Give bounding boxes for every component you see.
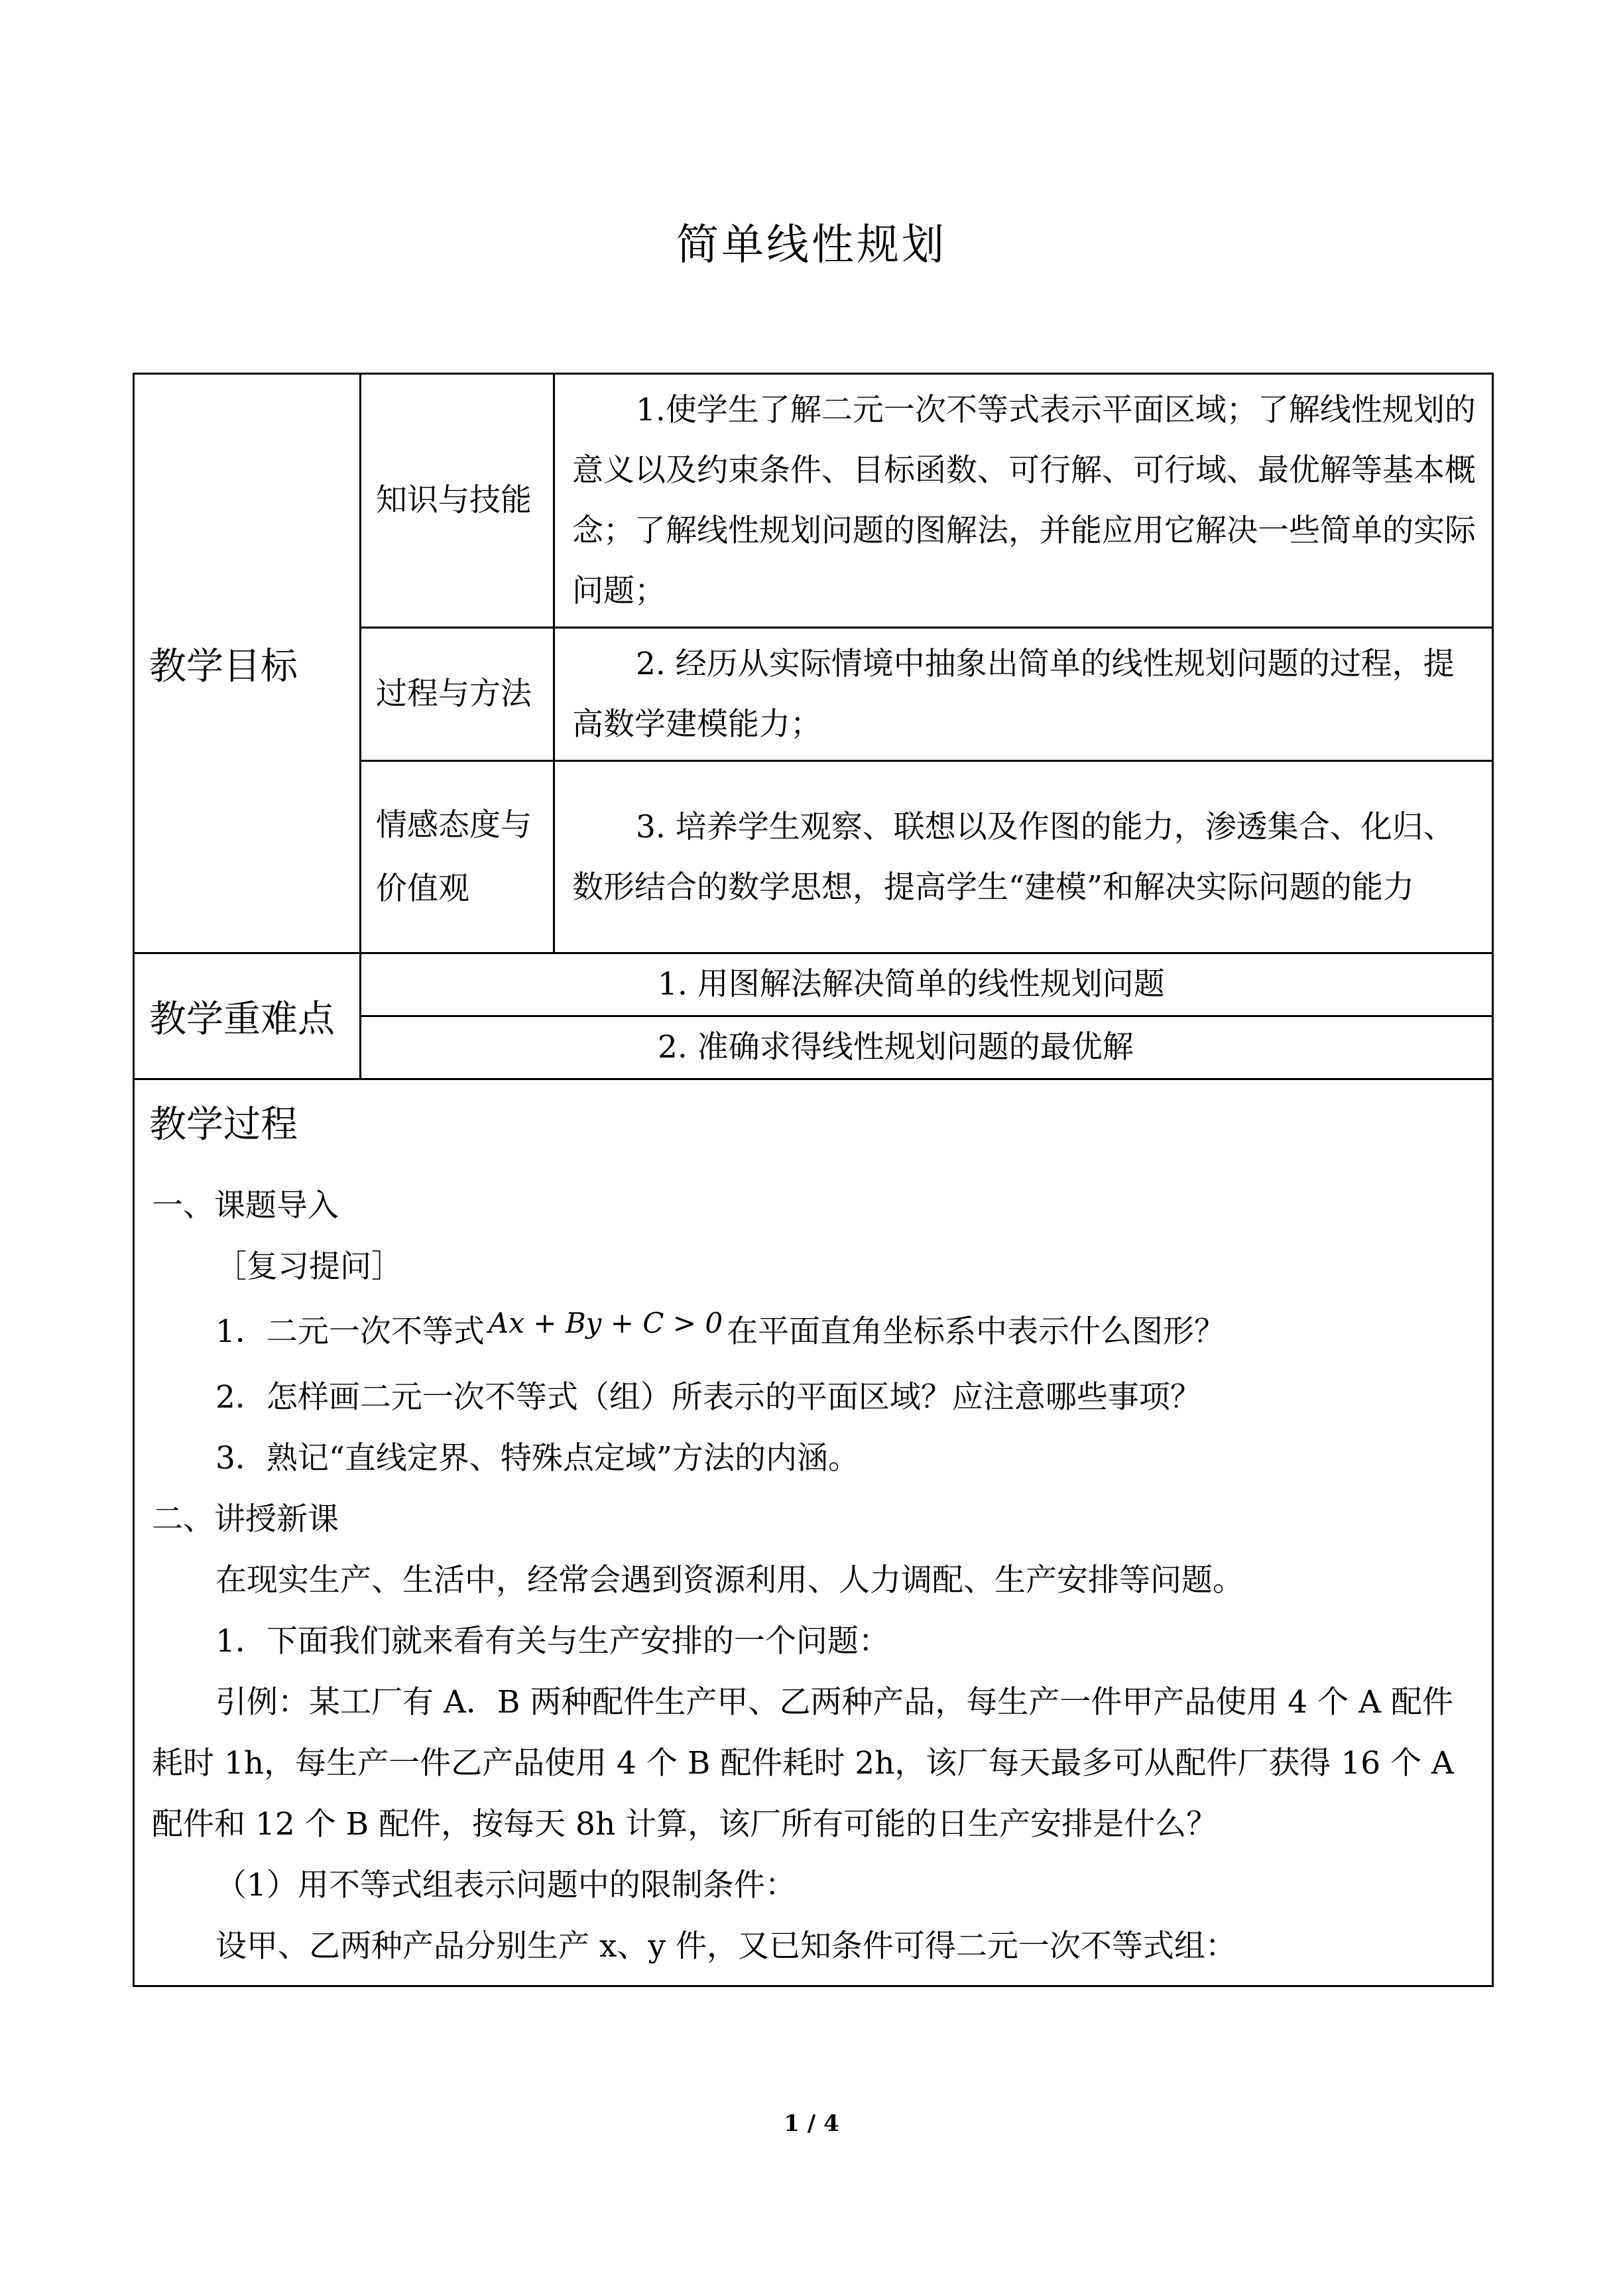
question-2: 2．怎样画二元一次不等式（组）所表示的平面区域？应注意哪些事项？ <box>215 1379 1201 1416</box>
goal-text: 2. 经历从实际情境中抽象出简单的线性规划问题的过程，提高数学建模能力； <box>554 628 1493 761</box>
question-3: 3．熟记“直线定界、特殊点定域”方法的内涵。 <box>215 1440 859 1477</box>
goal-category: 知识与技能 <box>361 374 554 628</box>
goal-category: 过程与方法 <box>361 628 554 761</box>
key-point: 2. 准确求得线性规划问题的最优解 <box>361 1016 1493 1079</box>
question-1-text: 1．二元一次不等式 <box>215 1313 485 1350</box>
process-heading: 教学过程 <box>149 1103 298 1146</box>
section-heading: 一、课题导入 <box>152 1187 339 1224</box>
key-points-label: 教学重难点 <box>134 953 361 1079</box>
paragraph: 设甲、乙两种产品分别生产 x、y 件，又已知条件可得二元一次不等式组： <box>215 1928 1236 1964</box>
question-1 <box>135 1298 1492 1367</box>
paragraph: （1）用不等式组表示问题中的限制条件： <box>215 1867 796 1903</box>
table-row <box>134 953 1493 1016</box>
key-point: 1. 用图解法解决简单的线性规划问题 <box>361 953 1493 1016</box>
goals-label: 教学目标 <box>134 374 361 953</box>
inequality-formula: Ax + By + C > 0 <box>488 1307 723 1339</box>
example-paragraph: 引例：某工厂有 A．B 两种配件生产甲、乙两种产品，每生产一件甲产品使用 4 个 A 配件耗时 1h，每生产一件乙产品使用 4 个 B 配件耗时 2h，该厂每天最多可从配件厂获得 16 个 A 配件和 12 个 B 配件，按每天 8h 计算，该厂所有可能的日生产安排是什么？ <box>152 1684 1454 1843</box>
goal-category: 情感态度与价值观 <box>361 761 554 953</box>
goal-text: 3. 培养学生观察、联想以及作图的能力，渗透集合、化归、数形结合的数学思想，提高学生“建模”和解决实际问题的能力 <box>554 761 1493 953</box>
paragraph: 在现实生产、生活中，经常会遇到资源利用、人力调配、生产安排等问题。 <box>215 1562 1244 1599</box>
page-title: 简单线性规划 <box>676 221 947 270</box>
page-number: 1 / 4 <box>784 2110 839 2137</box>
process-cell <box>134 1079 1493 1986</box>
goal-text: 1.使学生了解二元一次不等式表示平面区域；了解线性规划的意义以及约束条件、目标函数、可行解、可行域、最优解等基本概念；了解线性规划问题的图解法，并能应用它解决一些简单的实际问题； <box>554 374 1493 628</box>
question-1-text-end: 在平面直角坐标系中表示什么图形？ <box>727 1313 1226 1350</box>
lesson-plan-table <box>133 373 1494 1987</box>
table-row <box>134 374 1493 628</box>
table-row <box>134 1079 1493 1986</box>
section-heading: 二、讲授新课 <box>152 1501 339 1538</box>
review-label: ［复习提问］ <box>215 1248 402 1285</box>
paragraph: 1．下面我们就来看有关与生产安排的一个问题： <box>215 1623 890 1660</box>
